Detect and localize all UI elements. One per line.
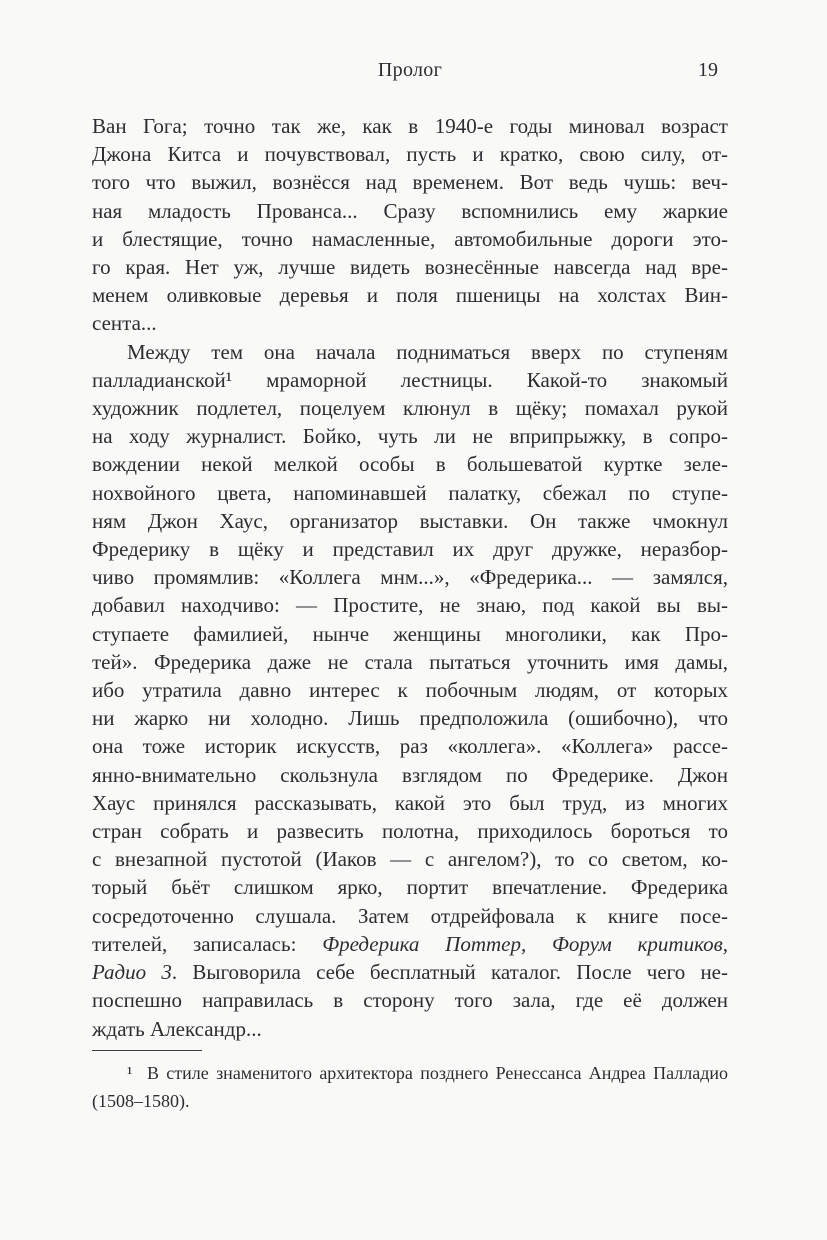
text-line: ступаете фамилией, нынче женщины многолики, как Про- <box>92 621 728 646</box>
text-line: тителей, записалась: Фредерика Поттер, Форум критиков, <box>92 931 728 956</box>
text-line: сента... <box>92 311 157 336</box>
text-line: нохвойного цвета, напоминавшей палатку, сбежал по ступе- <box>92 480 728 505</box>
text-line: того что выжил, вознёсся над временем. Вот ведь чушь: веч- <box>92 170 728 195</box>
text-line: художник подлетел, поцелуем клюнул в щёку; помахал рукой <box>92 396 728 421</box>
text-line: менем оливковые деревья и поля пшеницы на холстах Вин- <box>92 283 728 308</box>
text-line: ням Джон Хаус, организатор выставки. Он также чмокнул <box>92 508 728 533</box>
text-line: ждать Александр... <box>92 1016 262 1041</box>
text-line: Радио 3. Выговорила себе бесплатный каталог. После чего не- <box>92 960 728 985</box>
text-line: стран собрать и развесить полотна, приходилось бороться то <box>92 819 728 844</box>
footnote-text <box>92 1060 728 1115</box>
text-line: ¹ В стиле знаменитого архитектора позднего Ренессанса Андреа Палладио <box>127 1063 728 1083</box>
text-line: на ходу журналист. Бойко, чуть ли не вприпрыжку, в сопро- <box>92 424 728 449</box>
text-line: торый бьёт слишком ярко, портит впечатление. Фредерика <box>92 875 728 900</box>
running-title: Пролог <box>377 59 443 81</box>
text-line: Фредерику в щёку и представил их друг дружке, неразбор- <box>92 537 728 562</box>
text-line: Между тем она начала подниматься вверх по ступеням <box>127 339 728 364</box>
text-line: чиво промямлив: «Коллега мнм...», «Фредерика... — замялся, <box>92 565 728 590</box>
footnote-divider <box>92 1050 202 1051</box>
text-line: палладианской¹ мраморной лестницы. Какой-то знакомый <box>92 367 728 392</box>
text-line: тей». Фредерика даже не стала пытаться уточнить имя дамы, <box>92 649 728 674</box>
text-line: Джона Китса и почувствовал, пусть и кратко, свою силу, от- <box>92 142 728 167</box>
text-line: ни жарко ни холодно. Лишь предположила (ошибочно), что <box>92 706 728 731</box>
text-line: Хаус принялся рассказывать, какой это был труд, из многих <box>92 790 728 815</box>
text-line: (1508–1580). <box>92 1090 190 1111</box>
footnote <box>92 1050 728 1115</box>
text-line: ибо утратила давно интерес к побочным людям, от которых <box>92 678 728 703</box>
text-line: сосредоточенно слушала. Затем отдрейфовала к книге посе- <box>92 903 728 928</box>
text-line: го края. Нет уж, лучше видеть вознесённые навсегда над вре- <box>92 255 728 280</box>
text-line: добавил находчиво: — Простите, не знаю, под какой вы вы- <box>92 593 728 618</box>
paragraph <box>92 338 728 1043</box>
text-line: поспешно направилась в сторону того зала, где её должен <box>92 988 728 1013</box>
page-header <box>92 57 728 83</box>
text-block <box>92 112 728 1043</box>
text-line: она тоже историк искусств, раз «коллега». «Коллега» рассе- <box>92 734 728 759</box>
paragraph <box>92 112 728 338</box>
text-line: Ван Гога; точно так же, как в 1940-е годы миновал возраст <box>92 114 728 138</box>
text-line: и блестящие, точно намасленные, автомобильные дороги это- <box>92 226 728 251</box>
text-line: янно-внимательно скользнула взглядом по Фредерике. Джон <box>92 762 728 787</box>
page-number: 19 <box>698 59 718 81</box>
text-line: с внезапной пустотой (Иаков — с ангелом?), то со светом, ко- <box>92 847 728 872</box>
text-line: вождении некой мелкой особы в большеватой куртке зеле- <box>92 452 728 477</box>
text-line: ная младость Прованса... Сразу вспомнились ему жаркие <box>92 198 728 223</box>
